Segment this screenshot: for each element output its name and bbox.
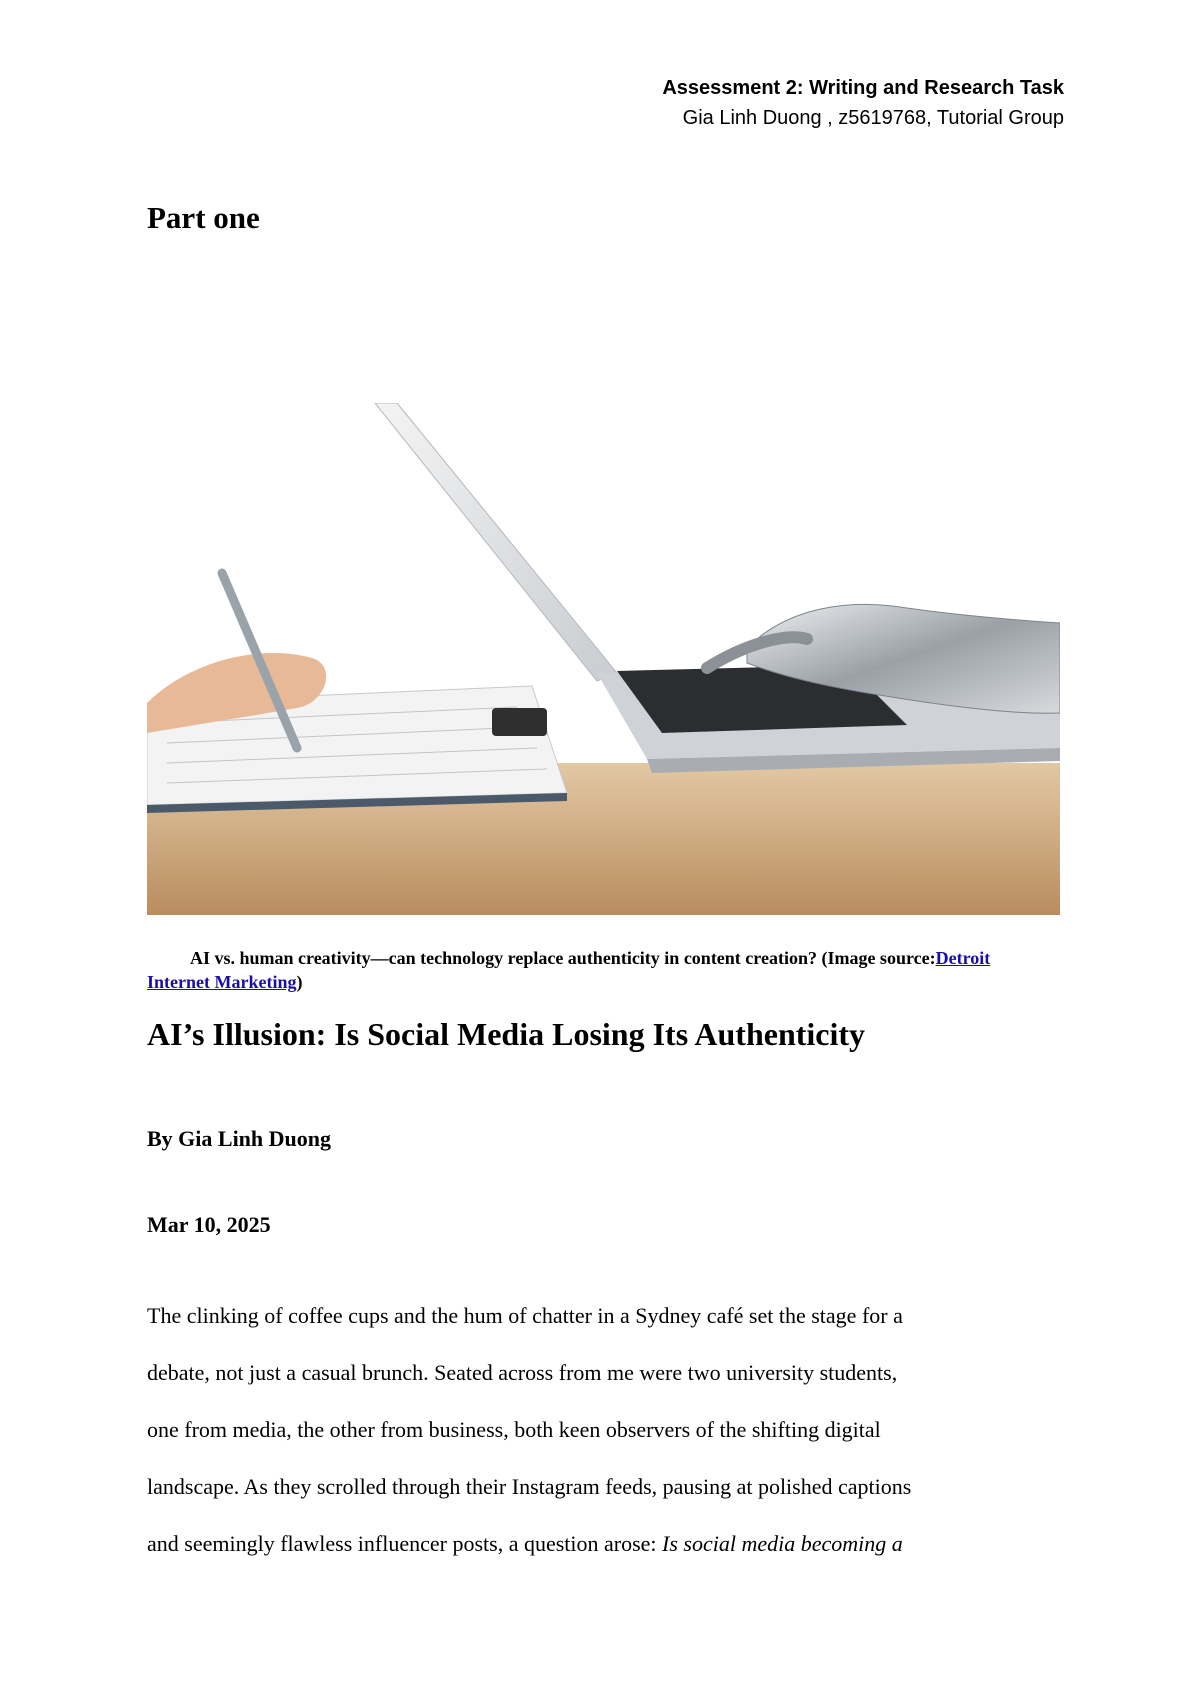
body-line-last	[147, 1515, 1067, 1572]
body-text: and seemingly flawless influencer posts, a question arose:	[147, 1531, 663, 1556]
assessment-title: Assessment 2: Writing and Research Task	[662, 77, 1064, 99]
section-heading: Part one	[147, 200, 260, 235]
body-line: The clinking of coffee cups and the hum of chatter in a Sydney café set the stage for a	[147, 1303, 903, 1328]
body-line: one from media, the other from business, both keen observers of the shifting digital	[147, 1417, 881, 1442]
article-body	[147, 1287, 1067, 1572]
article-headline: AI’s Illusion: Is Social Media Losing Its Authenticity	[147, 1016, 866, 1052]
caption-end: )	[296, 972, 303, 992]
caption-text: AI vs. human creativity—can technology replace authenticity in content creation? (Image source:	[190, 948, 936, 968]
image-source-link[interactable]: Detroit Internet Marketing	[147, 948, 991, 992]
body-line: landscape. As they scrolled through their Instagram feeds, pausing at polished captions	[147, 1474, 912, 1499]
body-italic-text: Is social media becoming a	[662, 1531, 903, 1556]
article-byline: By Gia Linh Duong	[147, 1126, 332, 1151]
image-caption	[147, 946, 1027, 994]
document-header	[662, 73, 1064, 133]
body-line: debate, not just a casual brunch. Seated across from me were two university students,	[147, 1360, 898, 1385]
author-line: Gia Linh Duong , z5619768, Tutorial Group	[682, 107, 1064, 129]
article-image	[147, 403, 1060, 915]
article-date: Mar 10, 2025	[147, 1212, 271, 1237]
